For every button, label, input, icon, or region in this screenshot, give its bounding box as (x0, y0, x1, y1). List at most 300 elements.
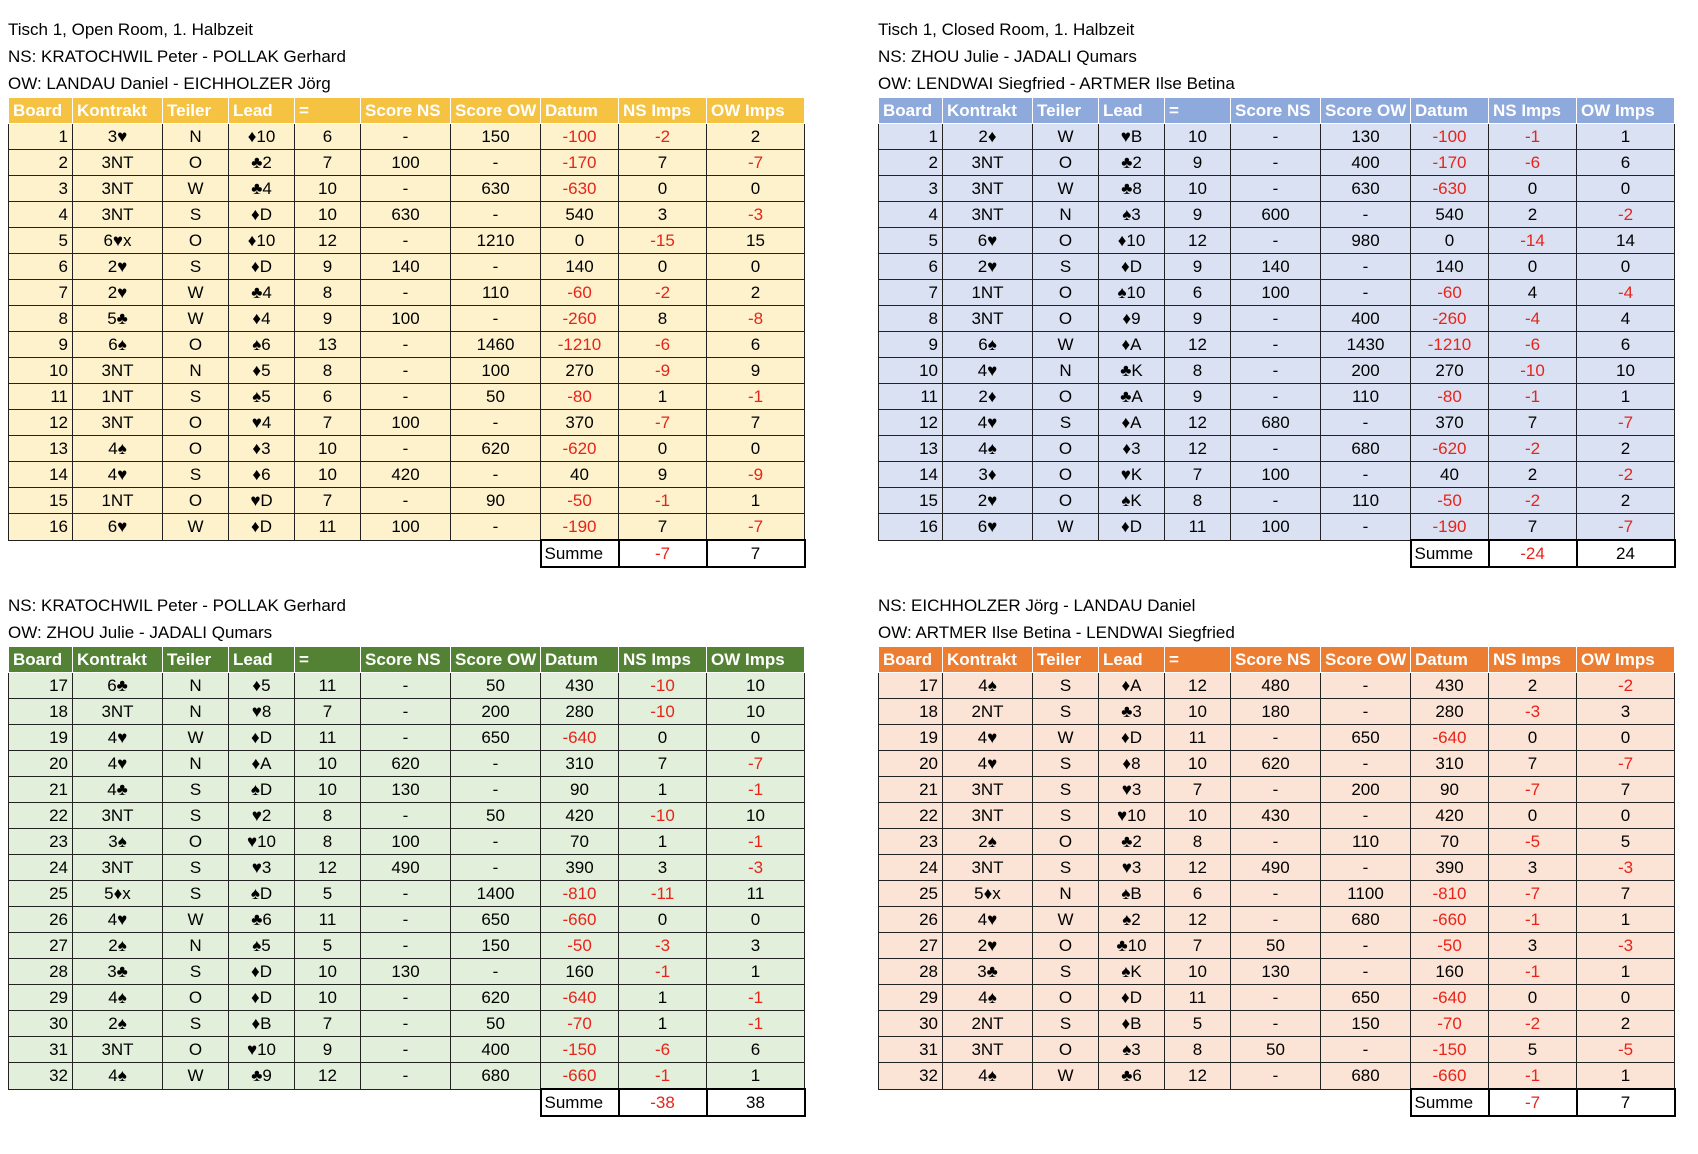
cell-teiler: S (163, 462, 229, 488)
cell-tricks: 10 (1165, 803, 1231, 829)
cell-tricks: 9 (295, 1037, 361, 1063)
cell-datum: 70 (1411, 829, 1489, 855)
cell-score-ow: - (1321, 462, 1411, 488)
cell-datum: 270 (541, 358, 619, 384)
cell-score-ns: 480 (1231, 673, 1321, 699)
cell-tricks: 7 (1165, 777, 1231, 803)
cell-lead: ♦10 (229, 228, 295, 254)
cell-ns-imps: 0 (619, 436, 707, 462)
cell-ns-imps: 4 (1489, 280, 1577, 306)
cell-kontrakt: 3NT (73, 150, 163, 176)
cell-lead: ♦D (229, 985, 295, 1011)
table-row (9, 1063, 805, 1090)
sum-ow-imps: 7 (707, 540, 805, 567)
table-row (9, 907, 805, 933)
cell-kontrakt: 2NT (943, 1011, 1033, 1037)
cell-datum: -150 (541, 1037, 619, 1063)
cell-lead: ♥4 (229, 410, 295, 436)
cell-lead: ♣2 (1099, 829, 1165, 855)
table-row (879, 1063, 1675, 1090)
cell-teiler: N (1033, 202, 1099, 228)
cell-kontrakt: 6♠ (73, 332, 163, 358)
cell-datum: -100 (1411, 124, 1489, 150)
cell-tricks: 7 (295, 410, 361, 436)
cell-board: 3 (9, 176, 73, 202)
cell-ns-imps: -4 (1489, 306, 1577, 332)
cell-board: 26 (9, 907, 73, 933)
cell-teiler: O (1033, 933, 1099, 959)
cell-kontrakt: 6♣ (73, 673, 163, 699)
cell-board: 17 (9, 673, 73, 699)
cell-board: 22 (879, 803, 943, 829)
cell-lead: ♠3 (1099, 202, 1165, 228)
cell-kontrakt: 6♠ (943, 332, 1033, 358)
header-row (879, 647, 1675, 673)
cell-datum: -50 (541, 933, 619, 959)
cell-kontrakt: 2NT (943, 699, 1033, 725)
cell-tricks: 6 (1165, 881, 1231, 907)
table-row (879, 1037, 1675, 1063)
cell-board: 2 (879, 150, 943, 176)
cell-teiler: O (163, 488, 229, 514)
cell-score-ow: 150 (451, 933, 541, 959)
cell-ow-imps: 3 (1577, 699, 1675, 725)
cell-ow-imps: 10 (1577, 358, 1675, 384)
cell-ns-imps: 2 (1489, 462, 1577, 488)
table-row (9, 803, 805, 829)
cell-score-ns: - (1231, 488, 1321, 514)
cell-ns-imps: 1 (619, 1011, 707, 1037)
cell-score-ns: 100 (1231, 462, 1321, 488)
cell-ow-imps: -3 (707, 202, 805, 228)
table-row (879, 410, 1675, 436)
column-header-ow-imps: OW Imps (1577, 98, 1675, 124)
cell-score-ow: - (1321, 699, 1411, 725)
table-row (9, 332, 805, 358)
cell-teiler: S (163, 777, 229, 803)
column-header-board: Board (9, 98, 73, 124)
cell-teiler: S (163, 959, 229, 985)
cell-score-ow: - (451, 829, 541, 855)
cell-ns-imps: -2 (619, 280, 707, 306)
cell-score-ns: - (361, 985, 451, 1011)
cell-score-ow: - (1321, 751, 1411, 777)
ns-pair: NS: EICHHOLZER Jörg - LANDAU Daniel (878, 596, 1196, 615)
cell-datum: 390 (541, 855, 619, 881)
cell-tricks: 7 (295, 1011, 361, 1037)
cell-kontrakt: 3NT (73, 855, 163, 881)
cell-tricks: 10 (295, 777, 361, 803)
column-header-datum: Datum (1411, 98, 1489, 124)
cell-score-ns: - (1231, 436, 1321, 462)
cell-score-ow: - (451, 855, 541, 881)
cell-board: 20 (879, 751, 943, 777)
cell-score-ns: - (361, 280, 451, 306)
table-row (879, 699, 1675, 725)
sum-ns-imps: -24 (1489, 540, 1577, 567)
table-row (9, 673, 805, 699)
cell-ow-imps: 0 (1577, 254, 1675, 280)
cell-datum: -260 (1411, 306, 1489, 332)
cell-kontrakt: 4♠ (73, 985, 163, 1011)
cell-score-ow: 200 (1321, 777, 1411, 803)
table-row (879, 959, 1675, 985)
cell-score-ns: 100 (1231, 514, 1321, 541)
cell-datum: -50 (1411, 933, 1489, 959)
cell-ns-imps: -3 (1489, 699, 1577, 725)
cell-lead: ♣3 (1099, 699, 1165, 725)
cell-score-ow: - (451, 306, 541, 332)
cell-teiler: N (163, 124, 229, 150)
cell-board: 6 (9, 254, 73, 280)
cell-score-ow: 1400 (451, 881, 541, 907)
cell-kontrakt: 4♠ (943, 673, 1033, 699)
cell-teiler: W (1033, 176, 1099, 202)
cell-score-ow: 1430 (1321, 332, 1411, 358)
cell-datum: 280 (1411, 699, 1489, 725)
cell-teiler: S (1033, 751, 1099, 777)
cell-tricks: 7 (295, 699, 361, 725)
cell-score-ns: 100 (361, 150, 451, 176)
cell-tricks: 10 (295, 176, 361, 202)
cell-teiler: W (163, 514, 229, 541)
cell-lead: ♦8 (1099, 751, 1165, 777)
cell-score-ns: - (361, 1063, 451, 1090)
cell-score-ns: 130 (1231, 959, 1321, 985)
cell-ns-imps: 0 (1489, 254, 1577, 280)
cell-score-ns: 630 (361, 202, 451, 228)
cell-ow-imps: 1 (1577, 1063, 1675, 1090)
cell-ow-imps: -7 (1577, 514, 1675, 541)
cell-lead: ♥3 (229, 855, 295, 881)
column-header-ns-imps: NS Imps (1489, 98, 1577, 124)
column-header-kontrakt: Kontrakt (73, 98, 163, 124)
cell-kontrakt: 1NT (73, 384, 163, 410)
cell-lead: ♥3 (1099, 855, 1165, 881)
cell-kontrakt: 6♥x (73, 228, 163, 254)
cell-datum: -660 (1411, 907, 1489, 933)
cell-ns-imps: -7 (1489, 777, 1577, 803)
cell-datum: 370 (1411, 410, 1489, 436)
cell-score-ns: - (1231, 725, 1321, 751)
cell-score-ow: - (1321, 202, 1411, 228)
cell-tricks: 11 (295, 514, 361, 541)
table-title: Tisch 1, Closed Room, 1. Halbzeit (878, 20, 1135, 39)
cell-score-ow: 630 (451, 176, 541, 202)
cell-lead: ♦D (229, 202, 295, 228)
cell-ow-imps: -7 (707, 150, 805, 176)
cell-ow-imps: -1 (707, 985, 805, 1011)
cell-datum: 420 (1411, 803, 1489, 829)
cell-board: 24 (879, 855, 943, 881)
table-row (879, 228, 1675, 254)
cell-score-ow: 1100 (1321, 881, 1411, 907)
table-row (879, 803, 1675, 829)
cell-score-ow: 110 (1321, 488, 1411, 514)
cell-tricks: 12 (295, 228, 361, 254)
cell-board: 14 (879, 462, 943, 488)
cell-tricks: 12 (1165, 907, 1231, 933)
cell-ow-imps: 1 (707, 488, 805, 514)
sum-label: Summe (541, 1089, 619, 1116)
cell-datum: -50 (541, 488, 619, 514)
table-row (879, 124, 1675, 150)
cell-board: 4 (879, 202, 943, 228)
cell-kontrakt: 4♥ (943, 410, 1033, 436)
cell-score-ow: 400 (1321, 150, 1411, 176)
cell-ow-imps: -1 (707, 384, 805, 410)
cell-datum: -660 (541, 907, 619, 933)
cell-score-ns: - (361, 358, 451, 384)
cell-teiler: N (163, 933, 229, 959)
cell-tricks: 8 (295, 803, 361, 829)
cell-kontrakt: 3♠ (73, 829, 163, 855)
cell-score-ow: 620 (451, 985, 541, 1011)
column-header-kontrakt: Kontrakt (943, 98, 1033, 124)
cell-teiler: S (163, 254, 229, 280)
cell-ns-imps: 7 (1489, 410, 1577, 436)
column-header-tricks: = (295, 647, 361, 673)
cell-datum: 0 (541, 228, 619, 254)
cell-tricks: 9 (1165, 202, 1231, 228)
cell-board: 5 (879, 228, 943, 254)
cell-board: 28 (879, 959, 943, 985)
cell-board: 15 (879, 488, 943, 514)
cell-datum: 90 (1411, 777, 1489, 803)
cell-teiler: O (163, 228, 229, 254)
column-header-ns-imps: NS Imps (619, 98, 707, 124)
cell-tricks: 10 (295, 436, 361, 462)
cell-tricks: 9 (295, 254, 361, 280)
cell-ns-imps: -2 (1489, 436, 1577, 462)
cell-board: 20 (9, 751, 73, 777)
cell-teiler: O (1033, 985, 1099, 1011)
cell-board: 12 (9, 410, 73, 436)
cell-tricks: 13 (295, 332, 361, 358)
cell-board: 2 (9, 150, 73, 176)
ow-pair: OW: LANDAU Daniel - EICHHOLZER Jörg (8, 74, 331, 93)
table-row (879, 358, 1675, 384)
cell-board: 1 (879, 124, 943, 150)
cell-ns-imps: -1 (1489, 1063, 1577, 1090)
cell-lead: ♥D (229, 488, 295, 514)
sum-row (879, 540, 1675, 567)
table-row (879, 462, 1675, 488)
cell-score-ns: - (361, 332, 451, 358)
cell-board: 16 (9, 514, 73, 541)
cell-board: 23 (9, 829, 73, 855)
cell-ns-imps: 7 (1489, 751, 1577, 777)
cell-score-ow: 1210 (451, 228, 541, 254)
column-header-teiler: Teiler (163, 98, 229, 124)
cell-score-ow: 50 (451, 1011, 541, 1037)
cell-datum: 430 (1411, 673, 1489, 699)
cell-score-ow: - (451, 202, 541, 228)
cell-board: 5 (9, 228, 73, 254)
cell-ns-imps: -6 (619, 332, 707, 358)
cell-ow-imps: 3 (707, 933, 805, 959)
cell-kontrakt: 2♠ (943, 829, 1033, 855)
table-row (9, 777, 805, 803)
cell-teiler: S (1033, 410, 1099, 436)
cell-datum: -70 (541, 1011, 619, 1037)
cell-score-ns: - (361, 725, 451, 751)
cell-ns-imps: -1 (1489, 384, 1577, 410)
table-row (9, 725, 805, 751)
cell-ns-imps: -1 (619, 959, 707, 985)
cell-ow-imps: -5 (1577, 1037, 1675, 1063)
table-row (879, 176, 1675, 202)
ow-pair: OW: ZHOU Julie - JADALI Qumars (8, 623, 273, 642)
cell-tricks: 11 (295, 673, 361, 699)
cell-kontrakt: 3NT (943, 306, 1033, 332)
cell-datum: -150 (1411, 1037, 1489, 1063)
cell-score-ns: 600 (1231, 202, 1321, 228)
score-table (878, 646, 1676, 1117)
cell-ns-imps: -2 (1489, 488, 1577, 514)
cell-lead: ♦D (229, 514, 295, 541)
cell-teiler: O (163, 1037, 229, 1063)
cell-board: 25 (9, 881, 73, 907)
cell-lead: ♣A (1099, 384, 1165, 410)
cell-lead: ♦D (1099, 725, 1165, 751)
cell-kontrakt: 6♥ (943, 514, 1033, 541)
cell-score-ns: - (361, 176, 451, 202)
cell-tricks: 5 (295, 933, 361, 959)
table-row (9, 358, 805, 384)
cell-lead: ♠3 (1099, 1037, 1165, 1063)
cell-lead: ♥10 (1099, 803, 1165, 829)
table-row (9, 202, 805, 228)
cell-score-ns: 130 (361, 777, 451, 803)
cell-tricks: 11 (295, 725, 361, 751)
cell-score-ns: 100 (1231, 280, 1321, 306)
cell-lead: ♦A (1099, 410, 1165, 436)
cell-ow-imps: 0 (1577, 985, 1675, 1011)
cell-board: 21 (879, 777, 943, 803)
cell-board: 30 (879, 1011, 943, 1037)
cell-ow-imps: -7 (707, 514, 805, 541)
cell-datum: 40 (541, 462, 619, 488)
cell-lead: ♥3 (1099, 777, 1165, 803)
cell-teiler: O (1033, 228, 1099, 254)
cell-lead: ♥10 (229, 829, 295, 855)
cell-score-ow: 650 (451, 725, 541, 751)
table-row (9, 488, 805, 514)
cell-score-ns: 680 (1231, 410, 1321, 436)
cell-teiler: S (163, 1011, 229, 1037)
table-row (9, 124, 805, 150)
cell-score-ns: - (1231, 1063, 1321, 1090)
cell-ow-imps: 7 (1577, 881, 1675, 907)
cell-tricks: 7 (1165, 462, 1231, 488)
cell-score-ns: 490 (361, 855, 451, 881)
cell-tricks: 12 (1165, 228, 1231, 254)
table-row (879, 280, 1675, 306)
cell-tricks: 8 (295, 280, 361, 306)
cell-lead: ♠10 (1099, 280, 1165, 306)
cell-ow-imps: 7 (1577, 777, 1675, 803)
cell-ns-imps: 7 (619, 514, 707, 541)
cell-score-ow: 90 (451, 488, 541, 514)
cell-kontrakt: 2♥ (73, 254, 163, 280)
cell-score-ow: 680 (451, 1063, 541, 1090)
table-row (9, 436, 805, 462)
cell-kontrakt: 4♠ (73, 436, 163, 462)
cell-datum: -170 (541, 150, 619, 176)
cell-tricks: 10 (295, 751, 361, 777)
cell-score-ow: - (451, 462, 541, 488)
cell-kontrakt: 2♥ (73, 280, 163, 306)
sum-row (879, 1089, 1675, 1116)
cell-board: 4 (9, 202, 73, 228)
table-row (879, 514, 1675, 541)
table-row (879, 777, 1675, 803)
cell-lead: ♠K (1099, 959, 1165, 985)
cell-kontrakt: 1NT (73, 488, 163, 514)
cell-score-ns: - (1231, 829, 1321, 855)
cell-tricks: 11 (1165, 514, 1231, 541)
cell-board: 23 (879, 829, 943, 855)
cell-score-ow: - (451, 410, 541, 436)
cell-ow-imps: -2 (1577, 202, 1675, 228)
cell-tricks: 9 (1165, 150, 1231, 176)
sum-ns-imps: -7 (619, 540, 707, 567)
cell-datum: -640 (1411, 725, 1489, 751)
cell-board: 19 (879, 725, 943, 751)
cell-teiler: S (1033, 1011, 1099, 1037)
cell-tricks: 9 (1165, 254, 1231, 280)
cell-score-ns: 100 (361, 514, 451, 541)
cell-board: 18 (9, 699, 73, 725)
cell-score-ns: - (361, 881, 451, 907)
cell-teiler: O (163, 985, 229, 1011)
cell-lead: ♣2 (1099, 150, 1165, 176)
cell-datum: -1210 (541, 332, 619, 358)
cell-tricks: 10 (295, 959, 361, 985)
cell-lead: ♦6 (229, 462, 295, 488)
cell-ow-imps: 2 (707, 124, 805, 150)
cell-datum: -50 (1411, 488, 1489, 514)
cell-datum: -80 (541, 384, 619, 410)
cell-kontrakt: 4♥ (943, 907, 1033, 933)
header-row (9, 98, 805, 124)
cell-lead: ♦5 (229, 358, 295, 384)
cell-teiler: N (163, 699, 229, 725)
cell-datum: -70 (1411, 1011, 1489, 1037)
cell-datum: -810 (541, 881, 619, 907)
cell-lead: ♦D (229, 959, 295, 985)
cell-ns-imps: -10 (619, 803, 707, 829)
sum-row (9, 540, 805, 567)
table-block-closed-room-2 (878, 592, 1676, 1117)
cell-score-ns: - (1231, 124, 1321, 150)
cell-score-ns: - (1231, 176, 1321, 202)
table-title: Tisch 1, Open Room, 1. Halbzeit (8, 20, 254, 39)
cell-score-ns: 50 (1231, 1037, 1321, 1063)
table-row (879, 725, 1675, 751)
cell-ns-imps: 0 (619, 725, 707, 751)
cell-datum: 430 (541, 673, 619, 699)
cell-datum: -810 (1411, 881, 1489, 907)
cell-teiler: O (1033, 280, 1099, 306)
cell-kontrakt: 3NT (73, 358, 163, 384)
cell-lead: ♥B (1099, 124, 1165, 150)
cell-board: 22 (9, 803, 73, 829)
cell-lead: ♦10 (229, 124, 295, 150)
cell-ns-imps: 2 (1489, 673, 1577, 699)
cell-score-ow: 130 (1321, 124, 1411, 150)
